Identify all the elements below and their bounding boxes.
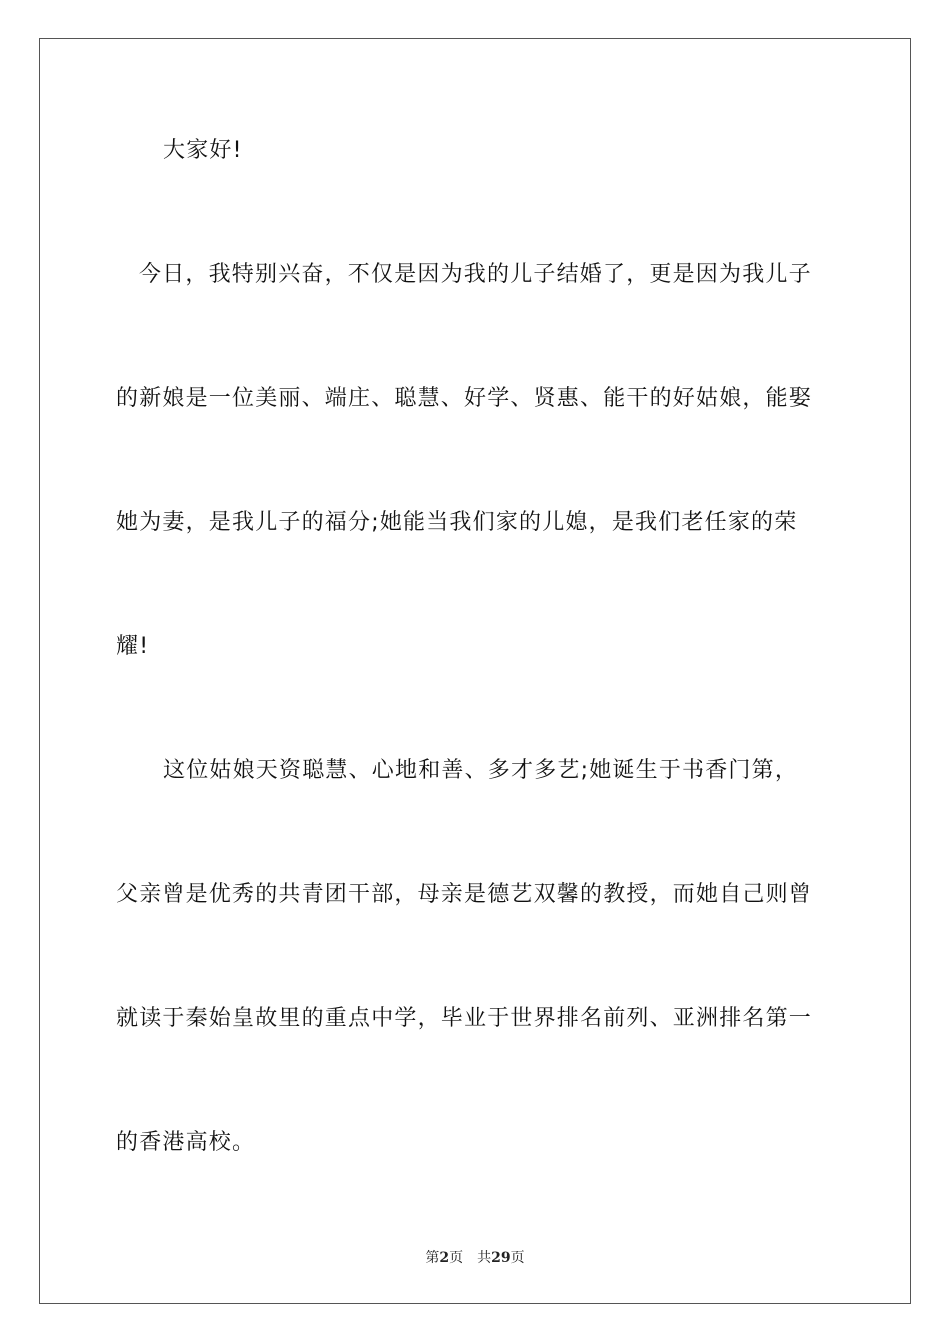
paragraph-1-line-4: 耀! xyxy=(116,634,150,659)
paragraph-1-line-1: 今日，我特别兴奋，不仅是因为我的儿子结婚了，更是因为我儿子 xyxy=(139,262,812,287)
page-footer xyxy=(0,1247,950,1267)
footer-total-pages: 29 xyxy=(491,1250,511,1266)
footer-total-suffix: 页 xyxy=(510,1250,525,1266)
paragraph-1-line-2: 的新娘是一位美丽、端庄、聪慧、好学、贤惠、能干的好姑娘，能娶 xyxy=(116,386,813,411)
greeting-line: 大家好! xyxy=(163,138,243,163)
paragraph-2-line-3: 就读于秦始皇故里的重点中学，毕业于世界排名前列、亚洲排名第一 xyxy=(116,1006,813,1031)
paragraph-1-line-3: 她为妻，是我儿子的福分;她能当我们家的儿媳，是我们老任家的荣 xyxy=(116,510,798,535)
footer-page-suffix: 页 xyxy=(449,1250,464,1266)
paragraph-2-line-4: 的香港高校。 xyxy=(116,1130,256,1155)
paragraph-2-line-2: 父亲曾是优秀的共青团干部，母亲是德艺双馨的教授，而她自己则曾 xyxy=(116,882,813,907)
paragraph-2-line-1: 这位姑娘天资聪慧、心地和善、多才多艺;她诞生于书香门第， xyxy=(163,758,799,783)
footer-page-prefix: 第 xyxy=(425,1250,440,1266)
page-frame xyxy=(39,38,911,1304)
footer-total-prefix: 共 xyxy=(477,1250,492,1266)
footer-page-number: 2 xyxy=(439,1250,450,1266)
